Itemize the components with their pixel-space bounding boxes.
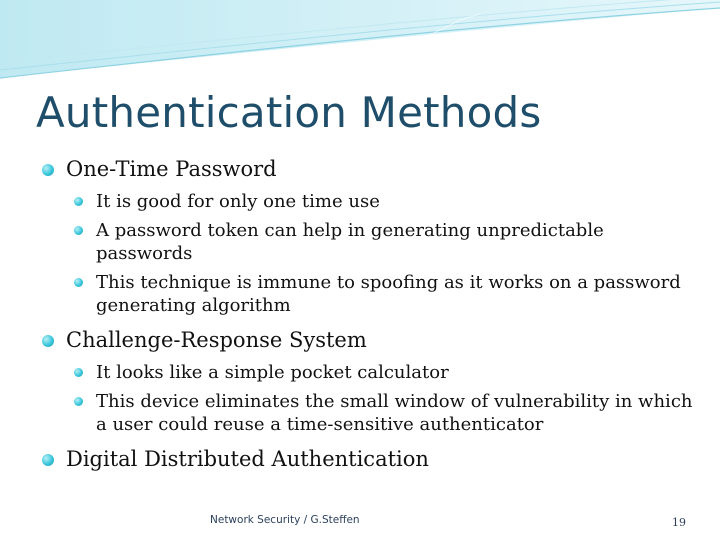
sub-bullet-text: A password token can help in generating unpredictable passwords	[96, 220, 604, 264]
bullet-icon	[74, 197, 83, 206]
header-wave-decoration	[0, 0, 720, 90]
bullet-list	[40, 156, 700, 480]
bullet-icon	[42, 335, 54, 347]
footer-text: Network Security / G.Steffen	[210, 514, 360, 526]
bullet-icon	[74, 278, 83, 287]
bullet-icon	[42, 454, 54, 466]
sub-bullet	[68, 190, 700, 213]
bullet-digital-distributed-authentication	[40, 446, 700, 472]
page-number: 19	[672, 516, 686, 529]
sub-bullet-text: This device eliminates the small window of vulnerability in which a user could reuse a time-sensitive authenticator	[96, 391, 693, 435]
bullet-text: Challenge-Response System	[66, 328, 367, 352]
sub-bullet	[68, 219, 700, 265]
slide-title: Authentication Methods	[36, 88, 542, 137]
sub-bullet-text: It looks like a simple pocket calculator	[96, 362, 449, 383]
bullet-one-time-password	[40, 156, 700, 182]
sub-bullet-text: It is good for only one time use	[96, 191, 380, 212]
sub-bullet	[68, 390, 700, 436]
bullet-icon	[74, 368, 83, 377]
bullet-text: One-Time Password	[66, 157, 277, 181]
bullet-text: Digital Distributed Authentication	[66, 447, 429, 471]
sublist-challenge-response	[68, 361, 700, 436]
sub-bullet-text: This technique is immune to spoofing as it works on a password generating algorithm	[96, 272, 681, 316]
bullet-icon	[42, 164, 54, 176]
bullet-icon	[74, 397, 83, 406]
sub-bullet	[68, 361, 700, 384]
sub-bullet	[68, 271, 700, 317]
bullet-challenge-response	[40, 327, 700, 353]
bullet-icon	[74, 226, 83, 235]
sublist-one-time-password	[68, 190, 700, 317]
